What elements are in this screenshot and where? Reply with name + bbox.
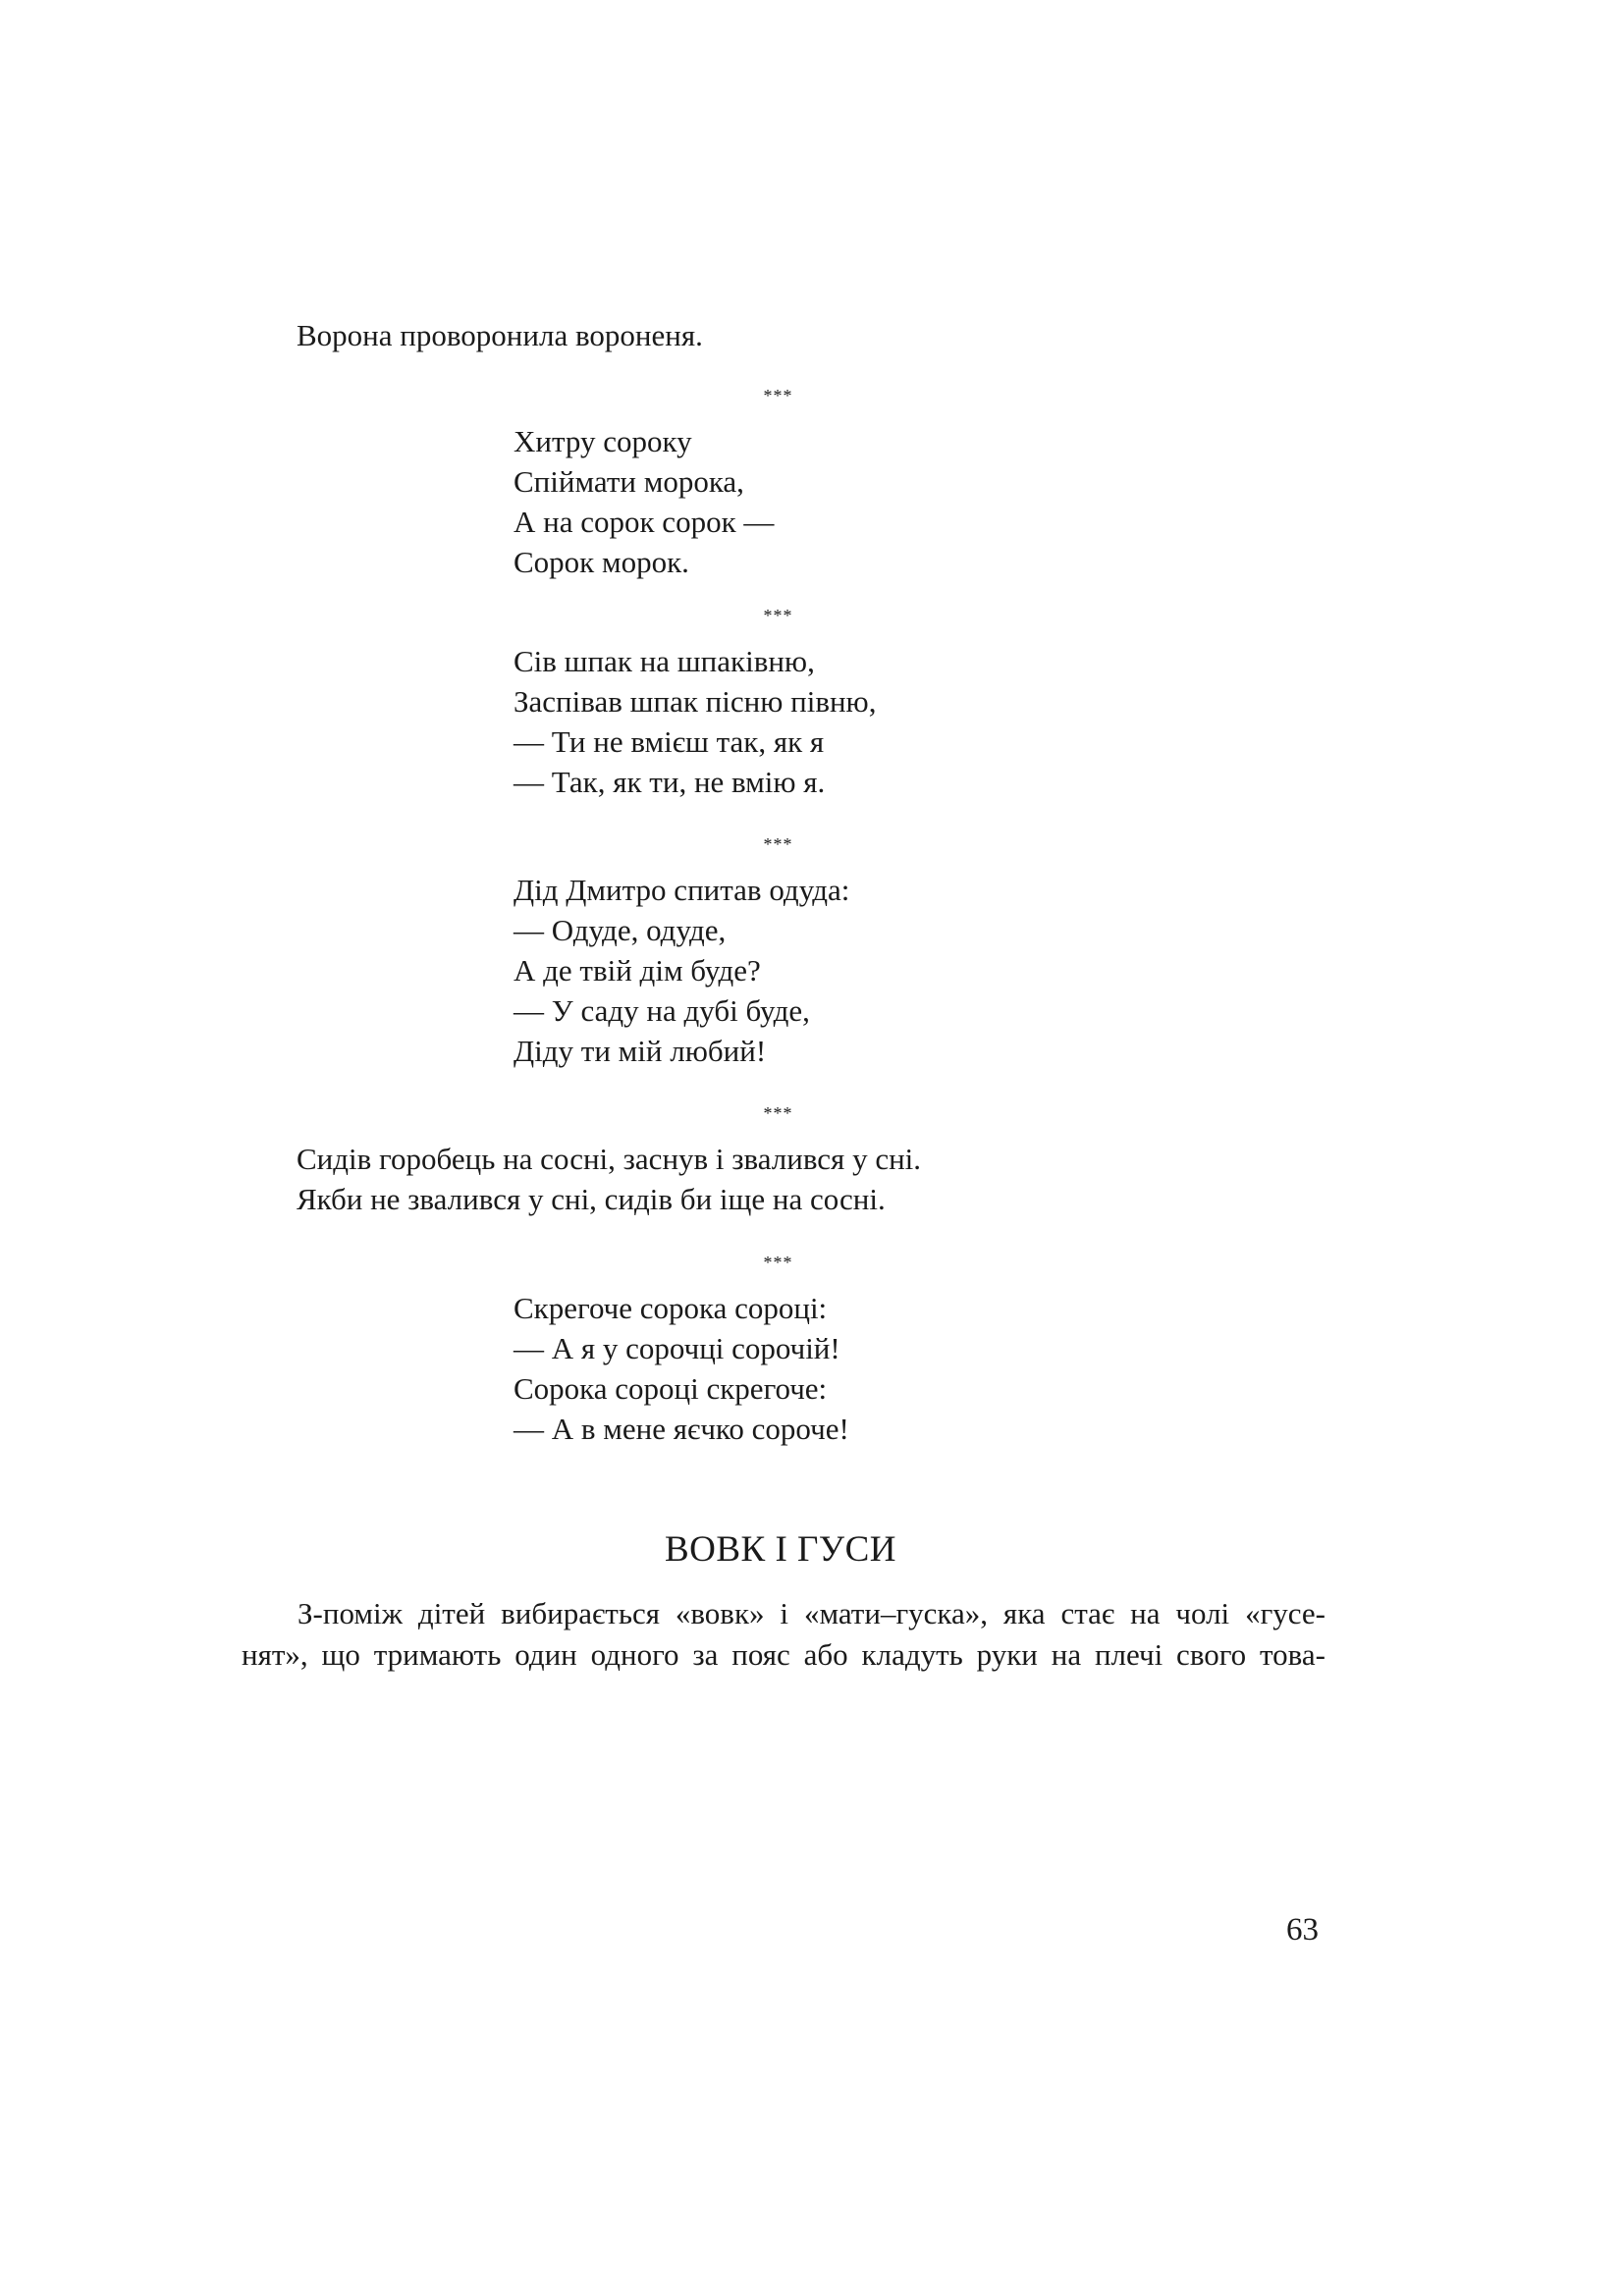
verse-line: — У саду на дубі буде, [514,993,810,1028]
paragraph-line: З-поміж дітей вибирається «вовк» і «мати–гуска», яка стає на чолі «гусе- [298,1596,1325,1630]
verse-line: — А я у сорочці сорочій! [514,1331,840,1365]
verse-line: Спіймати морока, [514,464,744,499]
verse-line: А на сорок сорок — [514,505,775,539]
separator: *** [763,1103,793,1123]
separator: *** [763,386,793,405]
separator: *** [763,1253,793,1272]
verse-line: — А в мене яєчко сороче! [514,1412,849,1446]
verse-line: А де твій дім буде? [514,953,761,988]
verse-line: — Одуде, одуде, [514,913,727,947]
verse-line: Сів шпак на шпаківню, [514,644,815,678]
verse-line: Заспівав шпак пісню півню, [514,684,877,719]
verse-line: Якби не звалився у сні, сидів би іще на сосні. [297,1182,886,1216]
verse-line: Сорок морок. [514,545,689,579]
verse-line: Сидів горобець на сосні, заснув і звалився у сні. [297,1142,922,1176]
intro-line: Ворона проворонила вороненя. [297,318,703,352]
separator: *** [763,606,793,625]
verse-line: — Так, як ти, не вмію я. [514,765,826,799]
verse-line: Дід Дмитро спитав одуда: [514,873,850,907]
paragraph-line: нят», що тримають один одного за пояс або кладуть руки на плечі свого това- [242,1637,1325,1672]
verse-line: Діду ти мій любий! [514,1034,767,1068]
verse-line: Хитру сороку [514,424,692,458]
verse-line: Скрегоче сорока сороці: [514,1291,828,1325]
body-paragraph [242,1593,1325,1676]
page-number: 63 [1286,1912,1319,1948]
verse-line: Сорока сороці скрегоче: [514,1371,828,1406]
verse-line: — Ти не вмієш так, як я [514,724,825,759]
separator: *** [763,834,793,854]
section-title: ВОВК І ГУСИ [664,1529,897,1570]
